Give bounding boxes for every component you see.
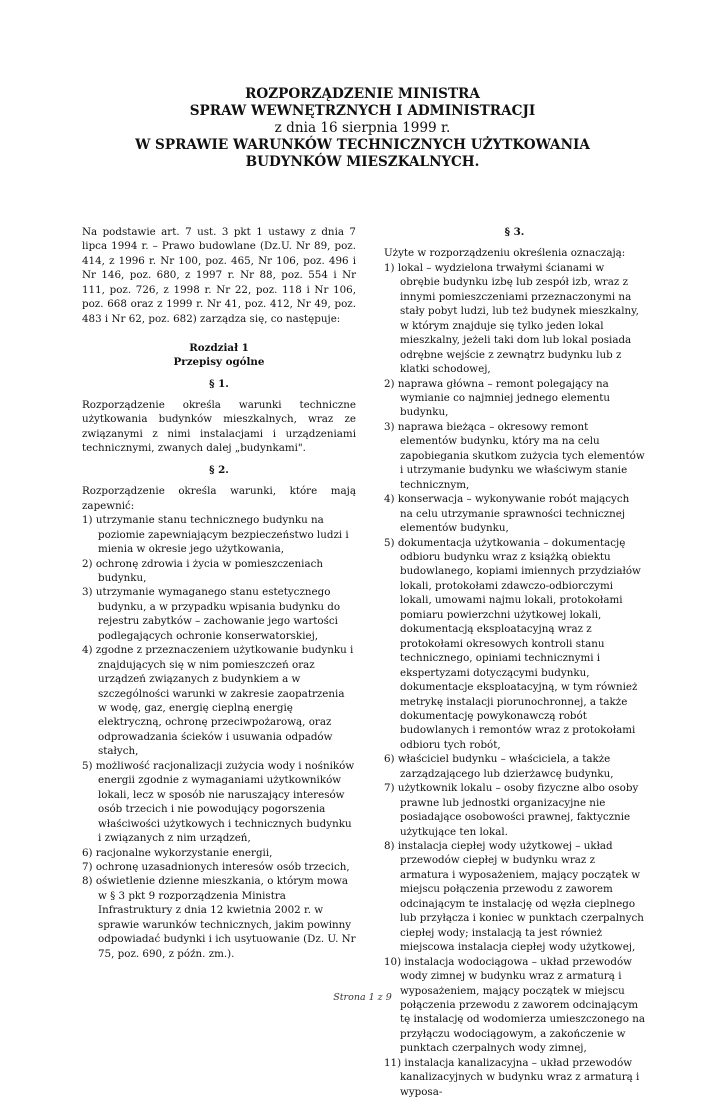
list-item: 11) instalacja kanalizacyjna – układ przewodów kanalizacyjnych w budynku wraz z armaturą i wyposa- — [384, 1056, 640, 1098]
section-1-text: Rozporządzenie określa warunki techniczne użytkowania budynków mieszkalnych, wraz ze związanymi z nimi instalacjami i urządzeniami technicznymi, zwanych dalej „budynkami". — [82, 398, 356, 455]
list-item: 4) zgodne z przeznaczeniem użytkowanie budynku i znajdujących się w nim pomieszczeń oraz urządzeń związanych z budynkiem a w szczególności warunki w zakresie zaopatrzenia w wodę, gaz, energię cieplną energię elektryczną, ochronę przeciwpożarową, oraz odprowadzania ścieków i usuwania odpadów stałych, — [82, 644, 354, 758]
list-item: 8) oświetlenie dzienne mieszkania, o którym mowa w § 3 pkt 9 rozporządzenia Ministra Infrastruktury z dnia 12 kwietnia 2002 r. w sprawie warunków technicznych, jakim powinny odpowiadać budynki i ich usytuowanie (Dz. U. Nr 75, poz. 690, z późn. zm.). — [82, 875, 356, 960]
list-item: 4) konserwacja – wykonywanie robót mających na celu utrzymanie sprawności technicznej elementów budynku, — [384, 493, 630, 535]
section-1-heading: § 1. — [209, 377, 229, 390]
list-item: 2) ochronę zdrowia i życia w pomieszczeniach budynku, — [82, 557, 323, 584]
list-item: 1) lokal – wydzielona trwałymi ścianami w obrębie budynku izbę lub zespół izb, wraz z innymi pomieszczeniami przeznaczonymi na stały pobyt ludzi, lub też budynek mieszkalny, w którym znajduje się tylko jeden lokal mieszkalny, jeżeli taki dom lub lokal posiada odrębne wejście z zewnątrz budynku lub z klatki schodowej, — [384, 261, 639, 376]
list-item: 2) naprawa główna – remont polegający na wymianie co najmniej jednego elementu budynku, — [384, 377, 610, 419]
title-line-2: SPRAW WEWNĘTRZNYCH I ADMINISTRACJI — [189, 103, 536, 119]
title-date: z dnia 16 sierpnia 1999 r. — [274, 120, 451, 136]
list-item: 1) utrzymanie stanu technicznego budynku na poziomie zapewniającym bezpieczeństwo ludzi i mienia w okresie jego użytkowania, — [82, 514, 349, 556]
section-3-heading: § 3. — [504, 226, 525, 238]
list-item: 5) dokumentacja użytkowania – dokumentację odbioru budynku wraz z książką obiektu budowlanego, kopiami imiennych przydziałów lokali, protokołami zdawczo-odbiorczymi lokali, umowami najmu lokali, protokołami pomiaru powierzchni użytkowej lokali, dokumentacją eksploatacyjną wraz z protokołami okresowych kontroli stanu technicznego, opiniami technicznymi i ekspertyzami dotyczącymi budynku, dokumentacje eksploatacyjną, w tym również metrykę instalacji piorunochronnej, a także dokumentację powykonawczą robót budowlanych i remontów wraz z protokołami odbioru tych robót, — [384, 536, 641, 751]
preamble: Na podstawie art. 7 ust. 3 pkt 1 ustawy z dnia 7 lipca 1994 r. – Prawo budowlane (Dz.U. Nr 89, poz. 414, z 1996 r. Nr 100, poz. 465, Nr 106, poz. 496 i Nr 146, poz. 680, z 1997 r. Nr 88, poz. 554 i Nr 111, poz. 726, z 1998 r. Nr 22, poz. 118 i Nr 106, poz. 668 oraz z 1999 r. Nr 41, poz. 412, Nr 49, poz. 483 i Nr 62, poz. 682) zarządza się, co następuje: — [82, 226, 356, 325]
list-item: 8) instalacja ciepłej wody użytkowej – układ przewodów ciepłej w budynku wraz z armatura i wyposażeniem, mający początek w miejscu połączenia przewodu z zaworem odcinającym te instalację od węzła cieplnego lub przyłącza i koniec w punktach czerpalnych ciepłej wody; instalacją ta jest również miejscowa instalacja ciepłej wody użytkowej, — [384, 840, 644, 954]
section-2-heading: § 2. — [209, 463, 229, 476]
page-number: Strona 1 z 9 — [333, 992, 392, 1003]
title-line-4: W SPRAWIE WARUNKÓW TECHNICZNYCH UŻYTKOWANIA — [135, 137, 590, 153]
title-line-5: BUDYNKÓW MIESZKALNYCH. — [245, 154, 480, 170]
section-2-intro: Rozporządzenie określa warunki, które mają zapewnić: — [82, 485, 356, 512]
list-item: 6) racjonalne wykorzystanie energii, — [82, 846, 273, 859]
list-item: 10) instalacja wodociągowa – układ przewodów wody zimnej w budynku wraz z armaturą i wyposażeniem, mający początek w miejscu połączenia przewodu z zaworem odcinającym tę instalację od wodomierza umieszczonego na przyłączu wodociągowym, a zakończenie w punktach czerpalnych wody zimnej, — [384, 955, 645, 1055]
chapter-heading: Rozdział 1 — [189, 341, 249, 354]
list-item: 3) utrzymanie wymaganego stanu estetycznego budynku, a w przypadku wpisania budynku do rejestru zabytków – zachowanie jego wartości podlegających ochronie konserwatorskiej, — [82, 586, 341, 642]
document-title — [0, 86, 725, 171]
list-item: 5) możliwość racjonalizacji zużycia wody i nośników energii zgodnie z wymaganiami użytkowników lokali, lecz w sposób nie naruszający interesów osób trzecich i nie powodujący pogorszenia właściwości użytkowych i technicznych budynku i związanych z nim urządzeń, — [82, 759, 355, 845]
left-column — [82, 225, 356, 961]
right-column — [384, 225, 645, 1099]
chapter-title: Przepisy ogólne — [173, 356, 265, 369]
list-item: 3) naprawa bieżąca – okresowy remont elementów budynku, który ma na celu zapobiegania skutkom zużycia tych elementów i utrzymanie budynku we właściwym stanie technicznym, — [384, 420, 645, 491]
list-item: 7) użytkownik lokalu – osoby fizyczne albo osoby prawne lub jednostki organizacyjne nie posiadające osobowości prawnej, faktycznie użytkujące ten lokal. — [384, 782, 639, 838]
list-item: 6) właściciel budynku – właściciela, a także zarządzającego lub dzierżawcę budynku, — [384, 753, 614, 780]
section-3-intro: Użyte w rozporządzeniu określenia oznaczają: — [384, 247, 626, 260]
title-line-1: ROZPORZĄDZENIE MINISTRA — [245, 86, 480, 102]
list-item: 7) ochronę uzasadnionych interesów osób trzecich, — [82, 861, 350, 874]
